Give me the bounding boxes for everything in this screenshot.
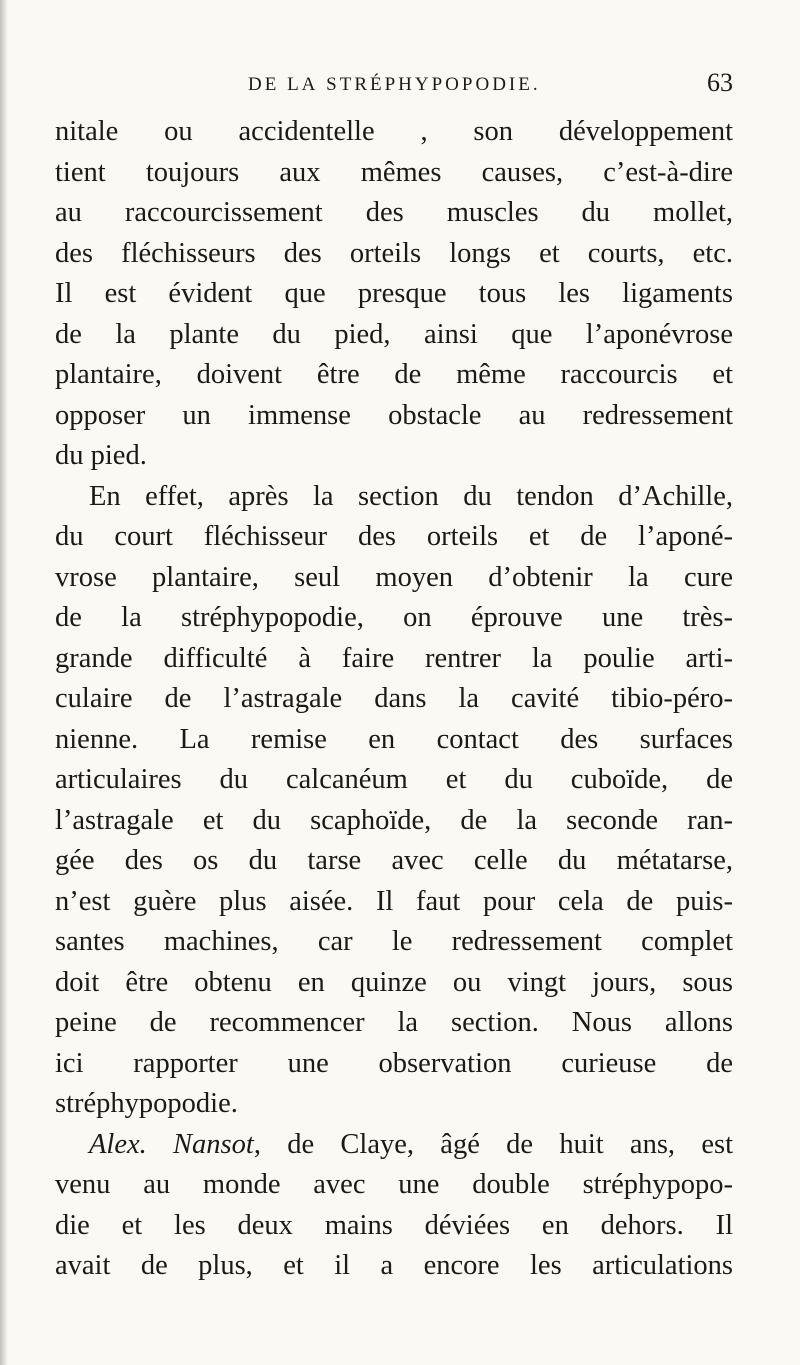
- text-line: peine de recommencer la section. Nous allons: [55, 1007, 733, 1038]
- text-line: n’est guère plus aisée. Il faut pour cela de puis-: [55, 885, 733, 917]
- body-text: [55, 112, 733, 1287]
- text-line: grande difficulté à faire rentrer la poulie arti-: [55, 642, 733, 674]
- text-line: de la plante du pied, ainsi que l’aponévrose: [55, 318, 733, 350]
- text-line: plantaire, doivent être de même raccourcis et: [55, 359, 733, 390]
- text-line: die et les deux mains déviées en dehors. Il: [55, 1209, 733, 1241]
- text-line: de la stréphypopodie, on éprouve une très-: [55, 602, 733, 633]
- text-line: santes machines, car le redressement complet: [55, 926, 733, 957]
- text-line: En effet, après la section du tendon d’Achille,: [89, 480, 733, 512]
- text-line: doit être obtenu en quinze ou vingt jours, sous: [55, 966, 733, 998]
- observation-first-line: [55, 1125, 733, 1166]
- text-line: gée des os du tarse avec celle du métatarse,: [55, 845, 733, 876]
- text-line: du pied.: [55, 440, 147, 471]
- text-line: des fléchisseurs des orteils longs et courts, etc.: [55, 237, 733, 269]
- running-title-main: STRÉPHYPOPODIE.: [326, 74, 541, 95]
- running-title-prefix: DE LA: [248, 74, 319, 95]
- text-line: ici rapporter une observation curieuse de: [55, 1047, 733, 1079]
- observation-first-line-rest: , de Claye, âgé de huit ans, est: [253, 1128, 733, 1160]
- text-line: articulaires du calcanéum et du cuboïde, de: [55, 764, 733, 795]
- page-edge-shadow: [0, 0, 8, 1365]
- text-line: opposer un immense obstacle au redressement: [55, 399, 733, 431]
- text-line: tient toujours aux mêmes causes, c’est-à-dire: [55, 156, 733, 188]
- text-line: au raccourcissement des muscles du mollet,: [55, 197, 733, 228]
- text-line: culaire de l’astragale dans la cavité tibio-péro-: [55, 683, 733, 714]
- text-line: l’astragale et du scaphoïde, de la seconde ran-: [55, 804, 733, 836]
- text-line: nitale ou accidentelle , son développement: [55, 116, 733, 147]
- page-number: 63: [707, 68, 733, 97]
- text-line: nienne. La remise en contact des surfaces: [55, 723, 733, 755]
- text-line: stréphypopodie.: [55, 1088, 238, 1119]
- text-line: avait de plus, et il a encore les articulations: [55, 1250, 733, 1281]
- text-line: Il est évident que presque tous les ligaments: [55, 278, 733, 309]
- text-line: vrose plantaire, seul moyen d’obtenir la cure: [55, 561, 733, 593]
- text-line: venu au monde avec une double stréphypopo-: [55, 1169, 733, 1200]
- text-line: du court fléchisseur des orteils et de l’aponé-: [55, 521, 733, 552]
- patient-name: Alex. Nansot: [89, 1128, 254, 1160]
- running-header: [248, 70, 541, 96]
